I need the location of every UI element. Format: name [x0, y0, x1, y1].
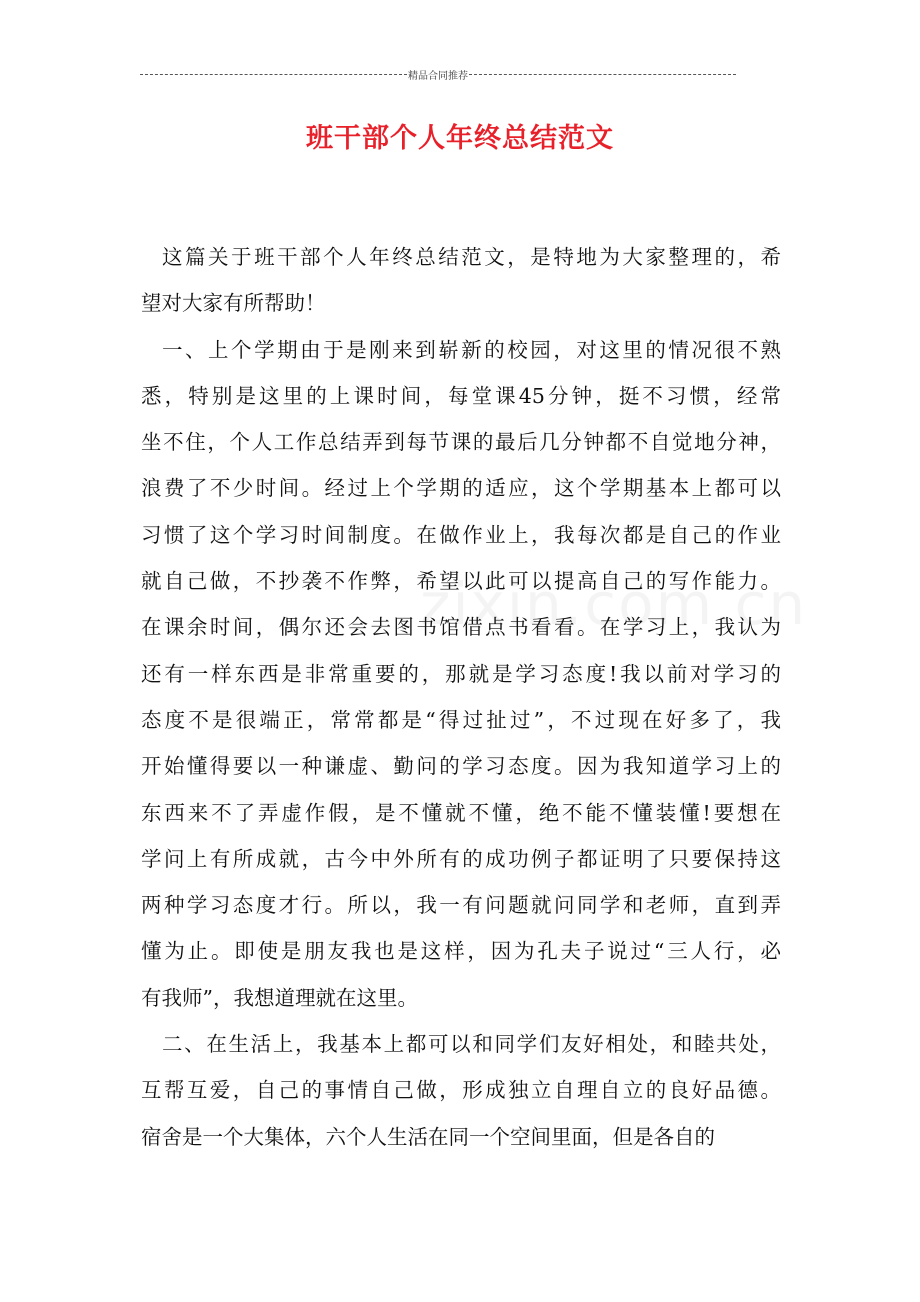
text-line: 望对大家有所帮助！ — [141, 291, 326, 316]
paragraph — [141, 327, 781, 1021]
text-line: 两种学习态度才行。所以，我一有问题就问同学和老师，直到弄 — [141, 893, 781, 918]
text-line: 就自己做，不抄袭不作弊，希望以此可以提高自己的写作能力。 — [141, 569, 781, 594]
text-line: 东西来不了弄虚作假，是不懂就不懂，绝不能不懂装懂!要想在 — [141, 800, 781, 825]
document-body — [141, 234, 781, 1160]
text-line: 坐不住，个人工作总结弄到每节课的最后几分钟都不自觉地分神， — [141, 430, 781, 455]
paragraph — [141, 234, 781, 327]
text-line: 有我师”，我想道理就在这里。 — [141, 985, 418, 1010]
text-line: 态度不是很端正，常常都是“得过扯过”，不过现在好多了，我 — [141, 707, 781, 732]
text-line: 悉，特别是这里的上课时间，每堂课45分钟，挺不习惯，经常 — [141, 383, 781, 408]
text-line: 学问上有所成就，古今中外所有的成功例子都证明了只要保持这 — [141, 846, 781, 871]
text-line: 这篇关于班干部个人年终总结范文，是特地为大家整理的，希 — [162, 245, 781, 269]
text-line: 宿舍是一个大集体，六个人生活在同一个空间里面，但是各自的 — [141, 1124, 715, 1149]
page-header — [140, 67, 736, 81]
text-line: 一、上个学期由于是刚来到崭新的校园，对这里的情况很不熟 — [162, 337, 781, 362]
paragraph — [141, 1021, 781, 1160]
text-line: 在课余时间，偶尔还会去图书馆借点书看看。在学习上，我认为 — [141, 615, 781, 640]
header-dash-left — [140, 74, 407, 75]
text-line: 二、在生活上，我基本上都可以和同学们友好相处，和睦共处， — [162, 1032, 781, 1057]
header-label: 精品合同推荐 — [408, 70, 468, 82]
text-line: 懂为止。即使是朋友我也是这样，因为孔夫子说过“三人行，必 — [141, 939, 781, 964]
text-line: 还有一样东西是非常重要的，那就是学习态度!我以前对学习的 — [141, 661, 781, 686]
text-line: 习惯了这个学习时间制度。在做作业上，我每次都是自己的作业 — [141, 522, 781, 547]
header-dash-right — [469, 74, 736, 75]
text-line: 开始懂得要以一种谦虚、勤问的学习态度。因为我知道学习上的 — [141, 754, 781, 779]
text-line: 互帮互爱，自己的事情自己做，形成独立自理自立的良好品德。 — [141, 1078, 781, 1103]
text-line: 浪费了不少时间。经过上个学期的适应，这个学期基本上都可以 — [141, 476, 781, 501]
document-title: 班干部个人年终总结范文 — [306, 123, 614, 154]
